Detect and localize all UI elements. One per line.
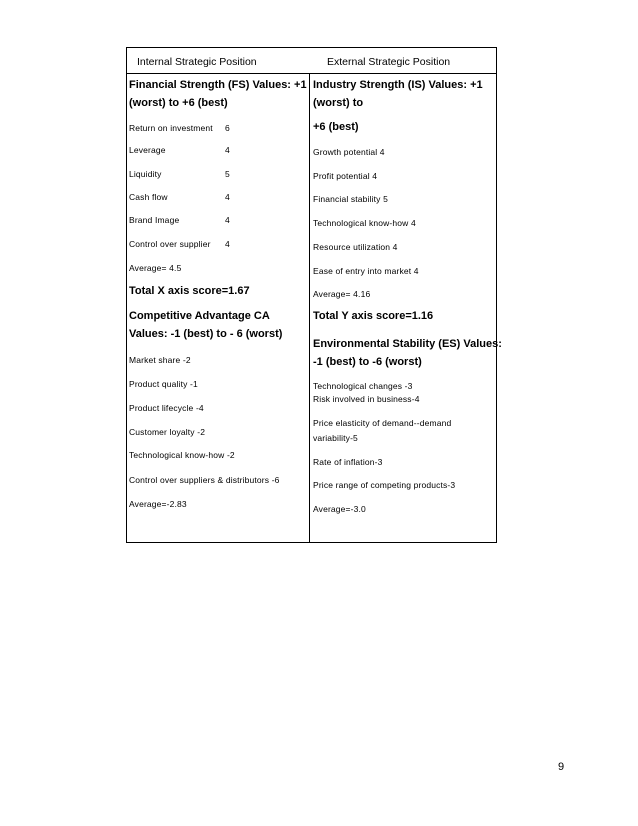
fs-item-label: Liquidity [129, 169, 162, 179]
fs-item-label: Return on investment [129, 123, 213, 133]
is-item: Technological know-how 4 [313, 218, 416, 228]
is-title-line2: (worst) to [313, 97, 364, 109]
es-item: Price elasticity of demand--demand [313, 418, 452, 428]
ca-title-line2: Values: -1 (best) to - 6 (worst) [129, 328, 283, 340]
fs-item-value: 4 [225, 215, 230, 225]
fs-title-line1: Financial Strength (FS) Values: +1 [129, 79, 307, 91]
fs-item-label: Leverage [129, 145, 166, 155]
es-item: variability-5 [313, 433, 358, 443]
ca-item: Technological know-how -2 [129, 450, 235, 460]
fs-item-label: Cash flow [129, 192, 168, 202]
ca-item: Customer loyalty -2 [129, 427, 206, 437]
table-header-row [127, 48, 496, 74]
is-item: Financial stability 5 [313, 194, 388, 204]
is-title-line1: Industry Strength (IS) Values: +1 [313, 79, 483, 91]
es-item: Rate of inflation-3 [313, 457, 383, 467]
ca-item: Product quality -1 [129, 379, 198, 389]
y-axis-total: Total Y axis score=1.16 [313, 310, 434, 322]
is-item: Growth potential 4 [313, 147, 385, 157]
es-item: Technological changes -3 [313, 381, 413, 391]
es-average: Average=-3.0 [313, 504, 366, 514]
fs-item-label: Control over supplier [129, 239, 211, 249]
es-item: Price range of competing products-3 [313, 480, 456, 490]
ca-average: Average=-2.83 [129, 499, 187, 509]
is-item: Profit potential 4 [313, 171, 378, 181]
fs-item-label: Brand Image [129, 215, 180, 225]
ca-item: Product lifecycle -4 [129, 403, 204, 413]
fs-item-value: 6 [225, 123, 230, 133]
fs-item-value: 4 [225, 239, 230, 249]
is-average: Average= 4.16 [313, 289, 371, 299]
ca-item: Market share -2 [129, 355, 191, 365]
is-title-line3: +6 (best) [313, 121, 359, 133]
fs-item-value: 5 [225, 169, 230, 179]
fs-average: Average= 4.5 [129, 263, 182, 273]
header-internal: Internal Strategic Position [137, 56, 257, 68]
fs-item-value: 4 [225, 192, 230, 202]
es-item: Risk involved in business-4 [313, 394, 420, 404]
es-title-line1: Environmental Stability (ES) Values: [313, 338, 502, 350]
header-external: External Strategic Position [327, 56, 451, 68]
ca-title-line1: Competitive Advantage CA [129, 310, 270, 322]
fs-item-value: 4 [225, 145, 230, 155]
ca-item: Control over suppliers & distributors -6 [129, 475, 280, 485]
es-title-line2: -1 (best) to -6 (worst) [313, 356, 422, 368]
column-divider [309, 74, 310, 543]
is-item: Ease of entry into market 4 [313, 266, 419, 276]
x-axis-total: Total X axis score=1.67 [129, 285, 250, 297]
fs-title-line2: (worst) to +6 (best) [129, 97, 228, 109]
is-item: Resource utilization 4 [313, 242, 398, 252]
page-number: 9 [558, 761, 565, 773]
strategic-position-table [126, 47, 502, 543]
